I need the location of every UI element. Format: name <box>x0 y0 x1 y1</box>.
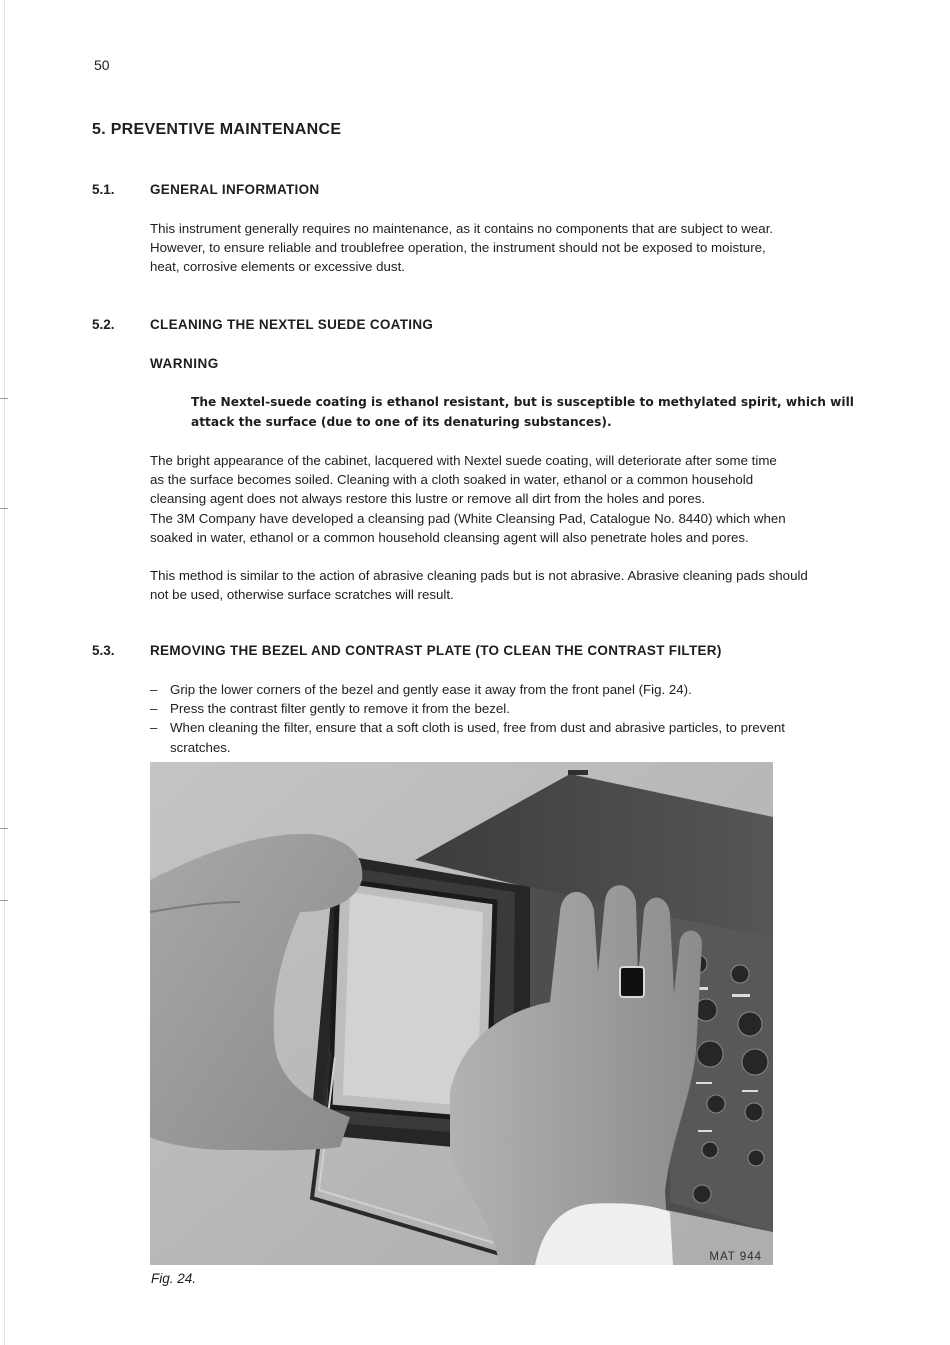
list-item <box>150 680 785 699</box>
text-line: attack the surface (due to one of its denaturing substances). <box>191 414 612 429</box>
list-item-text: scratches. <box>170 739 231 755</box>
scan-margin-tick <box>0 398 8 399</box>
text-line: This method is similar to the action of abrasive cleaning pads but is not abrasive. Abrasive cleaning pads should <box>150 568 808 583</box>
bullet-dash: – <box>150 682 158 697</box>
text-line: soaked in water, ethanol or a common household cleansing agent will also penetrate holes and pores. <box>150 529 749 545</box>
section-number: 5.1. <box>92 182 115 197</box>
abrasive-paragraph <box>150 566 808 604</box>
section-number: 5.2. <box>92 317 115 332</box>
section-title: CLEANING THE NEXTEL SUEDE COATING <box>150 317 434 332</box>
text-line: The 3M Company have developed a cleansing pad (White Cleansing Pad, Catalogue No. 8440) which when <box>150 510 786 526</box>
text-line: This instrument generally requires no maintenance, as it contains no components that are subject to wear. <box>150 221 774 236</box>
warning-heading: WARNING <box>150 356 219 371</box>
figure-caption: Fig. 24. <box>151 1271 197 1286</box>
scan-margin-tick <box>0 828 8 829</box>
bullet-dash: – <box>150 701 158 717</box>
section-title: REMOVING THE BEZEL AND CONTRAST PLATE (TO CLEAN THE CONTRAST FILTER) <box>150 643 722 658</box>
page-number: 50 <box>94 57 110 73</box>
warning-text <box>191 393 854 432</box>
text-line: The bright appearance of the cabinet, lacquered with Nextel suede coating, will deteriorate after some time <box>150 453 777 468</box>
list-item <box>150 718 785 737</box>
text-line: as the surface becomes soiled. Cleaning with a cloth soaked in water, ethanol or a common household <box>150 472 754 488</box>
list-item-continuation <box>150 738 785 757</box>
scan-margin-tick <box>0 508 8 509</box>
figure-photo <box>150 762 773 1265</box>
text-line: heat, corrosive elements or excessive dust. <box>150 259 405 275</box>
section-title: GENERAL INFORMATION <box>150 182 320 197</box>
figure-code: MAT 944 <box>709 1251 762 1263</box>
text-line: not be used, otherwise surface scratches will result. <box>150 587 454 603</box>
text-line: However, to ensure reliable and troublefree operation, the instrument should not be exposed to moisture, <box>150 240 766 256</box>
chapter-title: 5. PREVENTIVE MAINTENANCE <box>92 121 342 138</box>
text-line: cleansing agent does not always restore this lustre or remove all dirt from the holes and pores. <box>150 491 706 507</box>
procedure-list <box>150 680 785 757</box>
cleaning-paragraph <box>150 451 786 547</box>
list-item-text: Grip the lower corners of the bezel and gently ease it away from the front panel (Fig. 24). <box>170 682 692 697</box>
bullet-dash: – <box>150 720 158 736</box>
list-item <box>150 699 785 718</box>
list-item-text: When cleaning the filter, ensure that a soft cloth is used, free from dust and abrasive particles, to prevent <box>170 720 785 736</box>
scan-margin-line <box>4 0 5 1345</box>
list-item-text: Press the contrast filter gently to remove it from the bezel. <box>170 701 510 717</box>
scan-margin-tick <box>0 900 8 901</box>
general-information-paragraph <box>150 219 773 277</box>
oscilloscope-bezel-photo <box>150 762 773 1265</box>
text-line: The Nextel-suede coating is ethanol resistant, but is susceptible to methylated spirit, which will <box>191 395 854 409</box>
section-number: 5.3. <box>92 643 115 658</box>
ring <box>620 967 644 997</box>
